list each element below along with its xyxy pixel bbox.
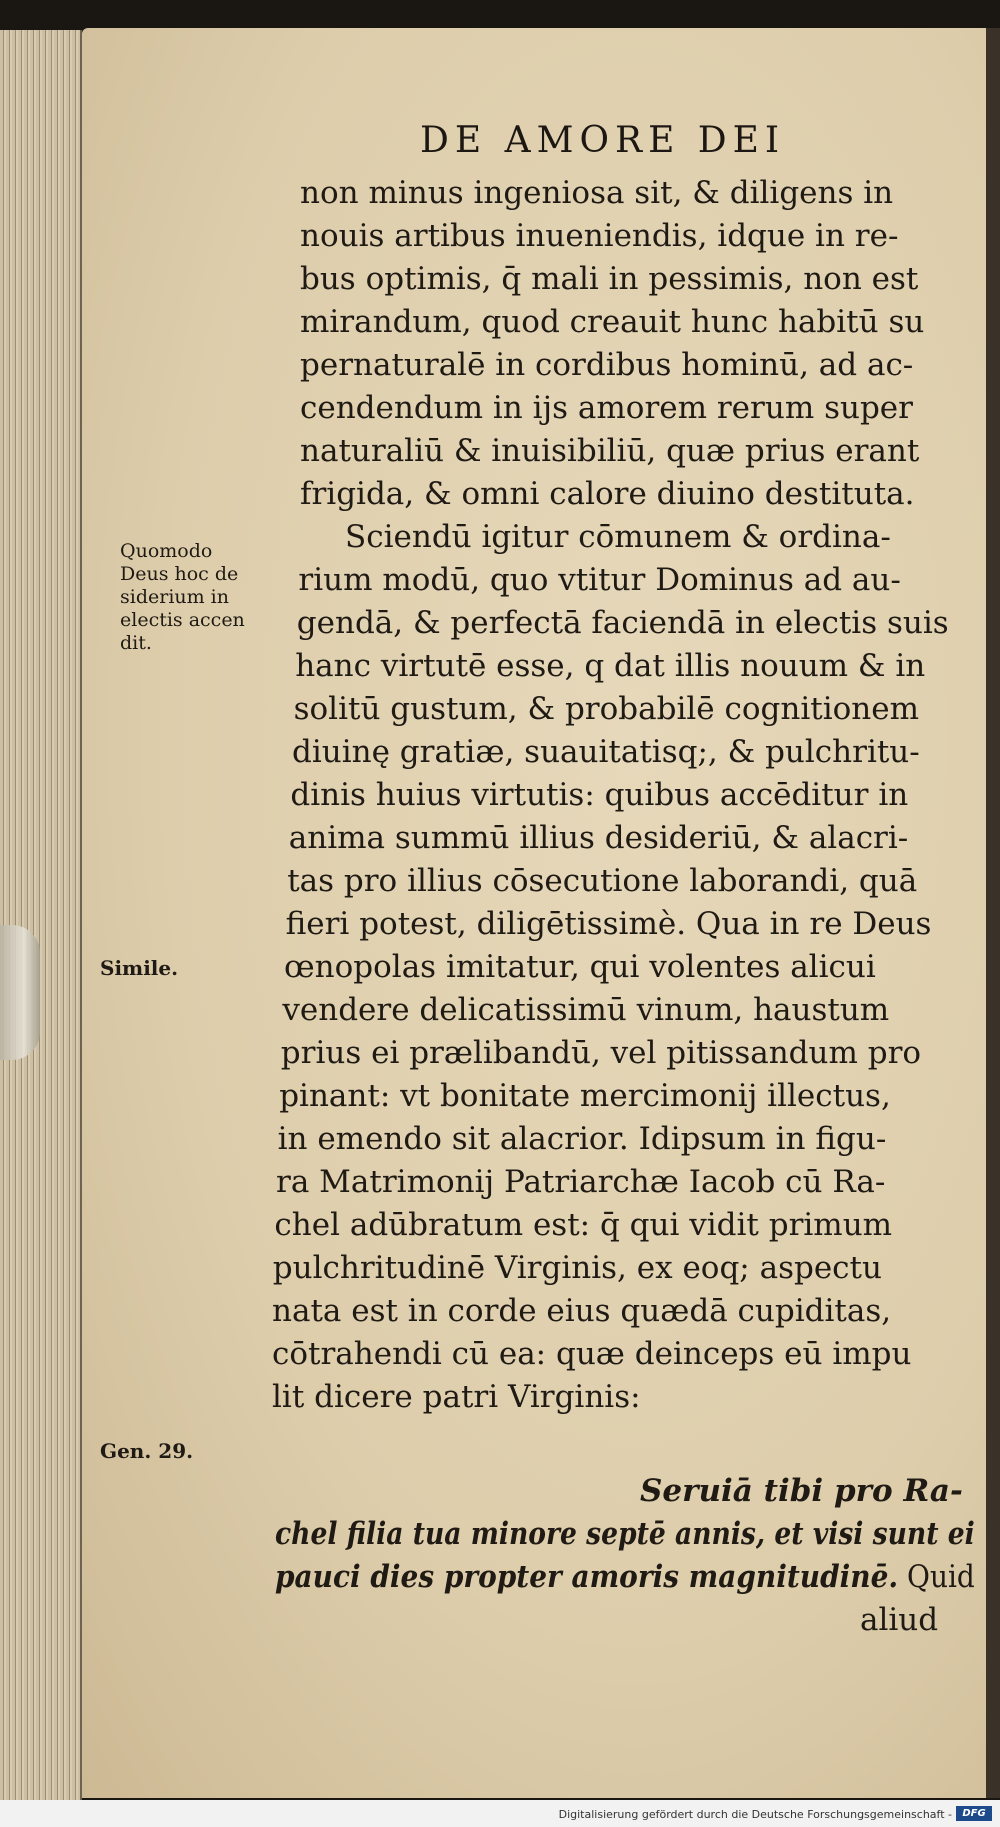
italic-line-2: chel filia tua minore septē annis, et visi sunt ei — [275, 1516, 975, 1552]
running-head: DE AMORE DEI — [420, 120, 786, 161]
text-line: tas pro illius cōsecutione laborandi, quā — [287, 863, 918, 899]
text-line: dinis huius virtutis: quibus accēditur in — [290, 777, 909, 813]
text-line: pernaturalē in cordibus hominū, ad ac- — [300, 347, 914, 383]
text-line: fieri potest, diligētissimè. Qua in re Deus — [285, 906, 932, 942]
margin-note-quomodo — [120, 540, 245, 655]
text-line: anima summū illius desideriū, & alacri- — [288, 820, 909, 856]
text-line: pinant: vt bonitate mercimonij illectus, — [279, 1078, 891, 1114]
text-line: cendendum in ijs amorem rerum super — [300, 390, 913, 426]
text-line: nata est in corde eius quædā cupiditas, — [272, 1293, 892, 1329]
line-end-word: Quid — [907, 1559, 975, 1595]
text-line: bus optimis, q̄ mali in pessimis, non est — [300, 261, 919, 297]
text-line: chel adūbratum est: q̄ qui vidit primum — [274, 1207, 893, 1243]
text-line: cōtrahendi cū ea: quæ deinceps eū impu — [272, 1336, 912, 1372]
text-line: nouis artibus inueniendis, idque in re- — [300, 218, 899, 254]
italic-line-3: pauci dies propter amoris magnitudinē. — [275, 1559, 899, 1595]
text-line: œnopolas imitatur, qui volentes alicui — [284, 949, 876, 985]
page-edges — [0, 30, 82, 1800]
italic-line-1: Seruiā tibi pro Ra- — [640, 1473, 963, 1509]
margin-note-line: dit. — [120, 632, 152, 654]
text-line: in emendo sit alacrior. Idipsum in figu- — [277, 1121, 887, 1157]
margin-note-line: Deus hoc de — [120, 563, 239, 585]
text-line: ra Matrimonij Patriarchæ Iacob cū Ra- — [276, 1164, 886, 1200]
text-line: prius ei prælibandū, vel pitissandum pro — [280, 1035, 922, 1071]
text-line: naturaliū & inuisibiliū, quæ prius erant — [300, 433, 920, 469]
text-line: mirandum, quod creauit hunc habitū su — [300, 304, 925, 340]
margin-note-line: siderium in — [120, 586, 229, 608]
margin-note-line: electis accen — [120, 609, 245, 631]
text-line: lit dicere patri Virginis: — [272, 1379, 641, 1415]
text-line: pulchritudinē Virginis, ex eoq; aspectu — [272, 1250, 882, 1286]
catchword: aliud — [860, 1602, 939, 1638]
right-shadow — [986, 28, 1000, 1798]
clasp — [0, 925, 40, 1060]
text-line: diuinę gratiæ, suauitatisq;, & pulchritu- — [292, 734, 920, 770]
text-line: hanc virtutē esse, q dat illis nouum & in — [295, 648, 926, 684]
text-line: frigida, & omni calore diuino destituta. — [300, 476, 915, 512]
margin-note-gen: Gen. 29. — [100, 1439, 194, 1463]
dfg-credit: Digitalisierung gefördert durch die Deutsche Forschungsgemeinschaft - — [558, 1808, 952, 1821]
text-line: rium modū, quo vtitur Dominus ad au- — [298, 562, 901, 598]
text-line: Sciendū igitur cōmunem & ordina- — [345, 519, 891, 555]
margin-note-simile: Simile. — [100, 956, 179, 980]
text-line: solitū gustum, & probabilē cognitionem — [293, 691, 919, 727]
text-line-last — [275, 1557, 975, 1597]
text-line: vendere delicatissimū vinum, haustum — [282, 992, 890, 1028]
margin-note-line: Quomodo — [120, 540, 213, 562]
text-line: gendā, & perfectā faciendā in electis suis — [296, 605, 949, 641]
dfg-logo: DFG — [956, 1806, 992, 1821]
text-line: non minus ingeniosa sit, & diligens in — [300, 175, 894, 211]
